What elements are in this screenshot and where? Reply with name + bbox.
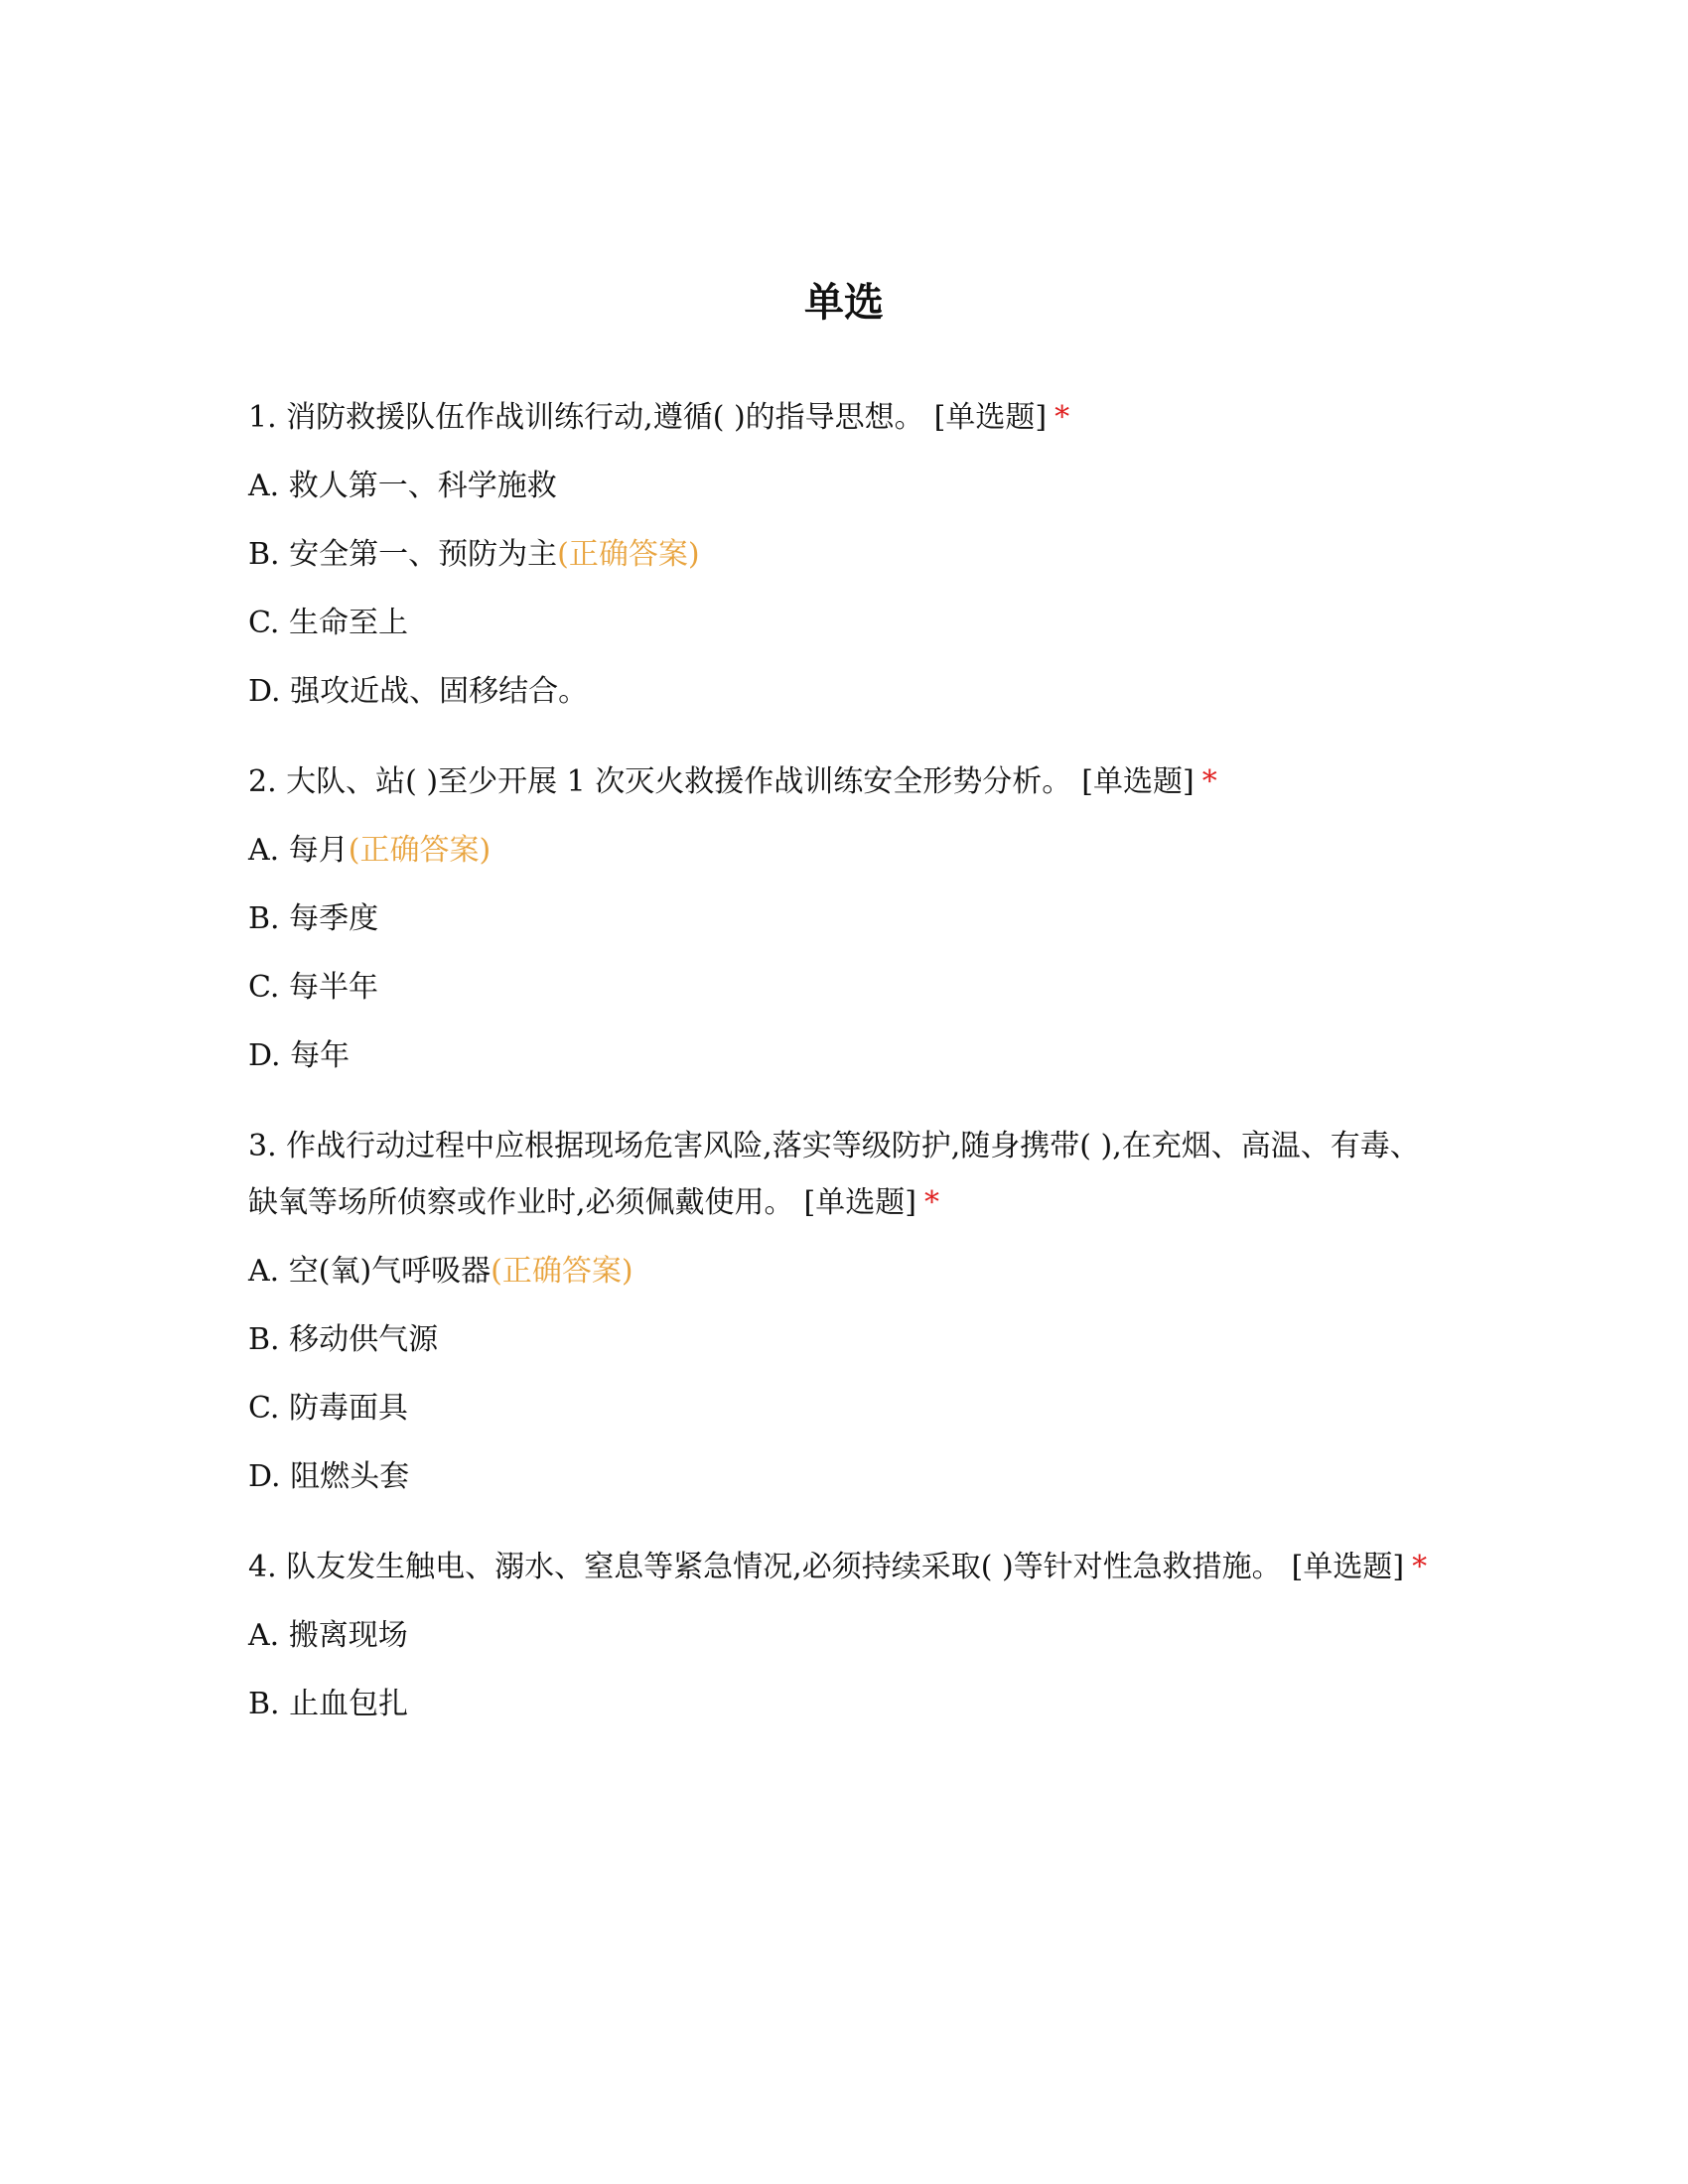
option-text: 防毒面具 (288, 1391, 408, 1426)
option-letter: C. (248, 606, 280, 640)
option-b (248, 1676, 1440, 1732)
option-text: 救人第一、科学施救 (288, 469, 557, 503)
option-b (248, 526, 1440, 583)
question-type-tag: [单选题] (933, 400, 1048, 435)
question-number: 1. (248, 400, 277, 435)
option-a (248, 458, 1440, 514)
option-letter: C. (248, 970, 280, 1005)
option-letter: C. (248, 1391, 280, 1426)
option-text: 搬离现场 (288, 1618, 408, 1653)
option-letter: B. (248, 1687, 280, 1721)
question-type-tag: [单选题] (803, 1185, 916, 1220)
question-4 (248, 1539, 1440, 1732)
required-mark: * (1412, 1550, 1428, 1584)
required-mark: * (1201, 764, 1217, 799)
question-body: 大队、站( )至少开展 1 次灭火救援作战训练安全形势分析。 (286, 764, 1072, 799)
option-letter: A. (248, 833, 280, 868)
option-a (248, 822, 1440, 879)
option-letter: B. (248, 901, 280, 936)
question-1 (248, 389, 1440, 720)
option-c (248, 595, 1440, 651)
question-list (248, 389, 1440, 1766)
option-d (248, 1027, 1440, 1084)
option-text: 每月 (288, 833, 349, 868)
question-body: 作战行动过程中应根据现场危害风险,落实等级防护,随身携带( ),在充烟、高温、有毒、缺氧等场所侦察或作业时,必须佩戴使用。 (248, 1129, 1420, 1220)
option-letter: D. (248, 674, 281, 709)
correct-answer-label: (正确答案) (491, 1254, 633, 1289)
option-text: 每半年 (288, 970, 378, 1005)
question-body: 消防救援队伍作战训练行动,遵循( )的指导思想。 (286, 400, 924, 435)
question-number: 2. (248, 764, 277, 799)
option-letter: B. (248, 1322, 280, 1357)
option-b (248, 890, 1440, 947)
page-title: 单选 (804, 280, 884, 326)
option-letter: B. (248, 537, 280, 572)
question-body: 队友发生触电、溺水、窒息等紧急情况,必须持续采取( )等针对性急救措施。 (286, 1550, 1282, 1584)
option-text: 每季度 (289, 901, 379, 936)
question-text (248, 753, 1440, 810)
option-a (248, 1607, 1440, 1664)
option-letter: D. (248, 1459, 281, 1494)
question-3 (248, 1118, 1440, 1505)
option-letter: A. (248, 1618, 280, 1653)
option-text: 止血包扎 (289, 1687, 409, 1721)
correct-answer-label: (正确答案) (348, 833, 492, 868)
option-a (248, 1243, 1440, 1299)
question-text (248, 389, 1440, 446)
question-2 (248, 753, 1440, 1084)
question-type-tag: [单选题] (1081, 764, 1195, 799)
option-d (248, 1448, 1440, 1505)
option-text: 空(氧)气呼吸器 (288, 1254, 492, 1289)
option-letter: D. (248, 1038, 281, 1073)
option-letter: A. (248, 469, 280, 503)
question-number: 4. (248, 1550, 277, 1584)
option-c (248, 959, 1440, 1016)
option-text: 阻燃头套 (290, 1459, 410, 1494)
question-number: 3. (248, 1129, 277, 1163)
correct-answer-label: (正确答案) (557, 537, 700, 572)
option-text: 每年 (290, 1038, 351, 1073)
question-text (248, 1118, 1440, 1231)
option-d (248, 663, 1440, 720)
question-text (248, 1539, 1440, 1595)
option-b (248, 1311, 1440, 1368)
option-text: 移动供气源 (289, 1322, 439, 1357)
option-letter: A. (248, 1254, 280, 1289)
required-mark: * (1055, 400, 1070, 435)
required-mark: * (923, 1185, 939, 1220)
option-text: 强攻近战、固移结合。 (290, 674, 589, 709)
option-text: 安全第一、预防为主 (289, 537, 558, 572)
question-type-tag: [单选题] (1291, 1550, 1405, 1584)
option-c (248, 1380, 1440, 1436)
option-text: 生命至上 (288, 606, 408, 640)
